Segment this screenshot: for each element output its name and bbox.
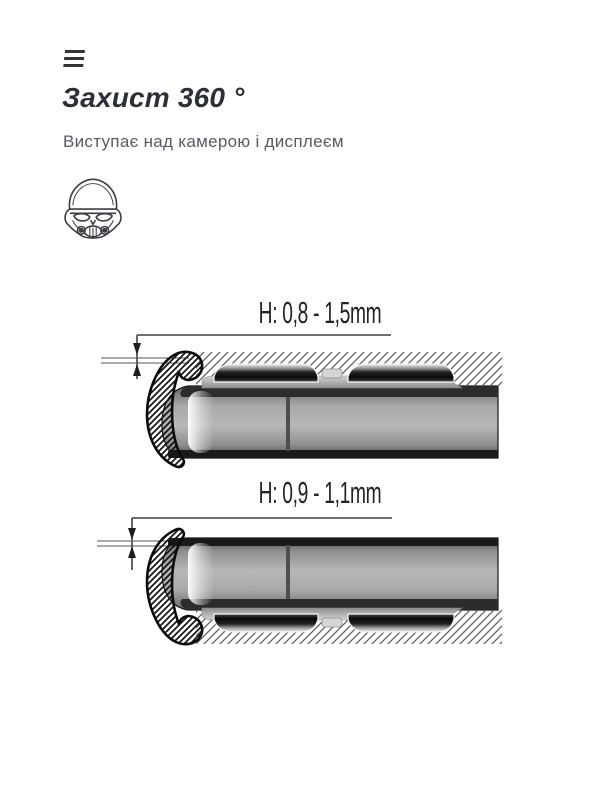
hamburger-menu-icon[interactable] (63, 50, 87, 69)
dimension-label-camera: H: 0,8 - 1,5mm (258, 296, 382, 331)
arrow-up-icon (128, 546, 136, 558)
dimension-label-display: H: 0,9 - 1,1mm (258, 476, 382, 511)
arrow-up-icon (133, 364, 141, 376)
page-title: Захист 360 ° (62, 82, 245, 113)
arrow-down-icon (128, 528, 136, 540)
arrow-down-icon (133, 343, 141, 355)
stormtrooper-helmet-icon (59, 174, 127, 242)
page-subtitle: Виступає над камерою і дисплеєм (63, 132, 344, 151)
diagram-display-lip (95, 473, 590, 675)
diagram-camera-lip (95, 293, 590, 475)
